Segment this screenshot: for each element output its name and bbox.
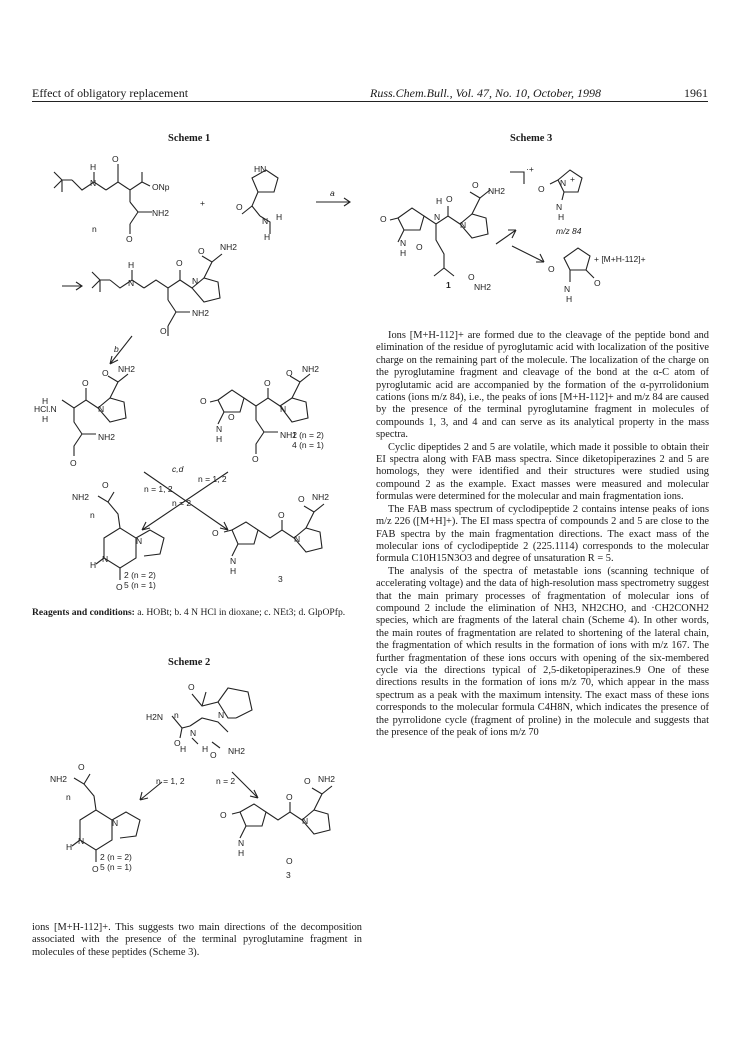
reagents-conditions — [32, 607, 362, 619]
svg-text:O: O — [210, 750, 217, 760]
svg-text:O: O — [116, 582, 123, 592]
svg-text:+: + — [570, 174, 575, 184]
svg-text:NH2: NH2 — [280, 430, 298, 440]
svg-text:N: N — [262, 216, 269, 226]
svg-text:n = 2: n = 2 — [172, 498, 192, 508]
svg-text:O: O — [236, 202, 243, 212]
svg-text:O: O — [212, 528, 219, 538]
svg-text:N: N — [230, 556, 237, 566]
svg-text:O: O — [228, 412, 235, 422]
svg-text:+ [M+H-112]+: + [M+H-112]+ — [594, 254, 646, 264]
svg-text:O: O — [468, 272, 475, 282]
svg-text:O: O — [102, 368, 109, 378]
svg-text:N: N — [280, 404, 287, 414]
svg-text:O: O — [82, 378, 89, 388]
svg-text:H: H — [90, 560, 97, 570]
svg-text:c,d: c,d — [172, 464, 184, 474]
svg-text:O: O — [176, 258, 183, 268]
svg-text:N: N — [90, 178, 97, 188]
svg-text:O: O — [416, 242, 423, 252]
svg-text:N: N — [136, 536, 143, 546]
svg-text:O: O — [70, 458, 77, 468]
svg-text:N: N — [238, 838, 245, 848]
svg-text:2 (n = 2): 2 (n = 2) — [124, 570, 156, 580]
svg-text:HN: HN — [254, 164, 267, 174]
svg-text:O: O — [220, 810, 227, 820]
svg-text:n: n — [92, 224, 97, 234]
svg-text:O: O — [92, 864, 99, 874]
svg-text:O: O — [200, 396, 207, 406]
svg-text:O: O — [102, 480, 109, 490]
right-paragraph-1: Ions [M+H-112]+ are formed due to the cleavage of the peptide bond and elimination of the residue of pyroglutamic acid with localization of the positive charge on the remaining part of the molecule. The localization of the charge on the pyroglutamine fragment and cleavage of the bond at the α-C atom of pyroglutamic acid are accompanied by the formation of the α-pyrrolidonium cations (ions m/z 84), i.e., the peaks of ions [M+H-112]+ and m/z 84 are caused by the presence of the terminal pyroglutamine fragment in molecules of compounds 1, 3, and 4 and can serve as its analytical property in the mass spectra. — [376, 330, 709, 441]
svg-text:1 (n = 2): 1 (n = 2) — [292, 430, 324, 440]
reagents-label: Reagents and conditions: — [32, 607, 135, 618]
svg-text:NH2: NH2 — [228, 746, 246, 756]
svg-text:3: 3 — [278, 574, 283, 584]
svg-text:N: N — [218, 710, 225, 720]
svg-text:·+: ·+ — [526, 164, 534, 174]
scheme1-structures — [32, 150, 362, 600]
svg-text:H: H — [436, 196, 443, 206]
svg-text:H: H — [90, 162, 97, 172]
scheme2-structures — [32, 672, 362, 890]
svg-text:O: O — [380, 214, 387, 224]
svg-text:H: H — [42, 414, 49, 424]
svg-text:O: O — [594, 278, 601, 288]
svg-text:N: N — [556, 202, 563, 212]
svg-text:H: H — [230, 566, 237, 576]
svg-text:O: O — [304, 776, 311, 786]
svg-text:N: N — [434, 212, 441, 222]
svg-text:N: N — [302, 816, 309, 826]
left-paragraph-1: ions [M+H-112]+. This suggests two main directions of the decomposition associated with the presence of the terminal pyroglutamine fragment in molecules of these peptides (Scheme 3). — [32, 922, 362, 958]
svg-text:NH2: NH2 — [118, 364, 136, 374]
svg-text:1: 1 — [446, 280, 451, 290]
svg-text:H: H — [180, 744, 187, 754]
right-paragraph-4: The analysis of the spectra of metastable ions (scanning technique of accelerating voltage) and the data of high-resolution mass spectrometry suggest that the main primary processes of fragmentation of molecular ions of compound 2 include the elimination of NH3, NH2CHO, and ·CH2CONH2 species, which are fragments of the lateral chain (Scheme 4). In other words, the main routes of fragmentation are related to shortening of the lateral chain, the fragmentation of which results in the formation of ions with m/z 167. The further fragmentation of these ions occurs with opening of the six-membered cycle via the directions typical of 2,5-diketopiperazines.9 One of these directions results in the formation of ions m/z 70, which appear in the mass spectrum as a peak with the maximum intensity. The exact mass of these ions corresponds to the molecular formula C4H8N, which indicates the presence of the pyrrolidone cycle (fragment of proline) in the molecule and suggests that the presence of the peak of ions m/z 70 — [376, 565, 709, 738]
svg-text:NH2: NH2 — [152, 208, 170, 218]
svg-text:O: O — [252, 454, 259, 464]
svg-text:N: N — [112, 818, 119, 828]
svg-text:5 (n = 1): 5 (n = 1) — [100, 862, 132, 872]
scheme2-title: Scheme 2 — [168, 657, 211, 668]
svg-text:N: N — [400, 238, 407, 248]
svg-text:O: O — [286, 856, 293, 866]
svg-text:H: H — [128, 260, 135, 270]
svg-text:O: O — [188, 682, 195, 692]
svg-text:N: N — [560, 178, 567, 188]
svg-text:N: N — [192, 276, 199, 286]
svg-text:n = 1, 2: n = 1, 2 — [144, 484, 173, 494]
svg-text:n = 2: n = 2 — [216, 776, 236, 786]
svg-text:NH2: NH2 — [312, 492, 330, 502]
svg-text:O: O — [472, 180, 479, 190]
svg-text:O: O — [298, 494, 305, 504]
svg-text:N: N — [190, 728, 197, 738]
scheme1-title: Scheme 1 — [168, 133, 211, 144]
right-paragraph-2: Cyclic dipeptides 2 and 5 are volatile, which made it possible to obtain their EI spectra along with FAB mass spectra. Since diketopiperazines 2 and 5 are homologs, they were identified and their structures were studied using compound 2 as the example. Exact masses were measured and molecular formulas were determined for the molecular and main fragmentation ions. — [376, 441, 709, 503]
svg-text:O: O — [548, 264, 555, 274]
svg-text:H: H — [566, 294, 573, 304]
svg-text:O: O — [286, 792, 293, 802]
svg-text:NH2: NH2 — [50, 774, 68, 784]
svg-text:3: 3 — [286, 870, 291, 880]
running-header — [32, 86, 708, 102]
svg-text:O: O — [278, 510, 285, 520]
svg-text:H: H — [264, 232, 271, 242]
svg-text:NH2: NH2 — [488, 186, 506, 196]
svg-text:H2N: H2N — [146, 712, 164, 722]
svg-text:NH2: NH2 — [474, 282, 492, 292]
reagents-text: a. HOBt; b. 4 N HCl in dioxane; c. NEt3; d. GlpOPfp. — [134, 607, 346, 618]
svg-text:H: H — [66, 842, 73, 852]
svg-text:+: + — [200, 198, 205, 208]
svg-text:N: N — [78, 836, 85, 846]
svg-text:NH2: NH2 — [72, 492, 90, 502]
svg-text:NH2: NH2 — [318, 774, 336, 784]
svg-text:O: O — [538, 184, 545, 194]
svg-text:N: N — [128, 278, 135, 288]
right-paragraph-3: The FAB mass spectrum of cyclodipeptide 2 contains intense peaks of ions m/z 226 ([M+H]+). The EI mass spectra of compounds 2 and 5 are close to the FAB spectra by the main fragmentation directions. The exact mass of the molecular ions of cyclodipeptide 2 (225.1114) corresponds to the molecular formula C10H15N3O3 and degree of unsaturation R = 5. — [376, 503, 709, 565]
svg-text:n: n — [90, 510, 95, 520]
svg-text:N: N — [460, 220, 467, 230]
svg-text:O: O — [264, 378, 271, 388]
svg-text:n = 1, 2: n = 1, 2 — [156, 776, 185, 786]
header-left: Effect of obligatory replacement — [32, 86, 189, 100]
svg-text:H: H — [202, 744, 209, 754]
svg-text:H: H — [216, 434, 223, 444]
header-journal: Russ.Chem.Bull., Vol. 47, No. 10, October, 1998 — [370, 86, 601, 100]
svg-text:O: O — [78, 762, 85, 772]
svg-text:n: n — [174, 710, 179, 720]
svg-text:O: O — [160, 326, 167, 336]
svg-text:b: b — [114, 344, 119, 354]
svg-text:H: H — [276, 212, 283, 222]
scheme3-title: Scheme 3 — [510, 133, 553, 144]
svg-text:HCl.N: HCl.N — [34, 404, 57, 414]
svg-text:H: H — [42, 396, 49, 406]
svg-text:O: O — [126, 234, 133, 244]
svg-text:H: H — [558, 212, 565, 222]
svg-text:N: N — [98, 404, 105, 414]
svg-text:O: O — [286, 368, 293, 378]
svg-text:O: O — [446, 194, 453, 204]
svg-text:5 (n = 1): 5 (n = 1) — [124, 580, 156, 590]
header-rule — [32, 101, 708, 102]
svg-text:H: H — [238, 848, 245, 858]
svg-text:n: n — [66, 792, 71, 802]
svg-text:N: N — [294, 534, 301, 544]
svg-text:N: N — [564, 284, 571, 294]
svg-text:ONp: ONp — [152, 182, 170, 192]
svg-text:O: O — [198, 246, 205, 256]
svg-text:NH2: NH2 — [98, 432, 116, 442]
left-column-text — [32, 922, 362, 959]
svg-text:N: N — [102, 554, 109, 564]
scheme3-structures — [376, 150, 710, 320]
svg-text:NH2: NH2 — [220, 242, 238, 252]
svg-text:2 (n = 2): 2 (n = 2) — [100, 852, 132, 862]
svg-text:O: O — [112, 154, 119, 164]
right-column-text — [376, 330, 709, 739]
page-number: 1961 — [684, 86, 708, 100]
svg-text:4 (n = 1): 4 (n = 1) — [292, 440, 324, 450]
svg-text:NH2: NH2 — [302, 364, 320, 374]
svg-text:H: H — [400, 248, 407, 258]
svg-text:N: N — [216, 424, 223, 434]
svg-text:m/z 84: m/z 84 — [556, 226, 582, 236]
svg-text:a: a — [330, 188, 335, 198]
svg-text:NH2: NH2 — [192, 308, 210, 318]
svg-text:O: O — [174, 738, 181, 748]
svg-text:n = 1, 2: n = 1, 2 — [198, 474, 227, 484]
